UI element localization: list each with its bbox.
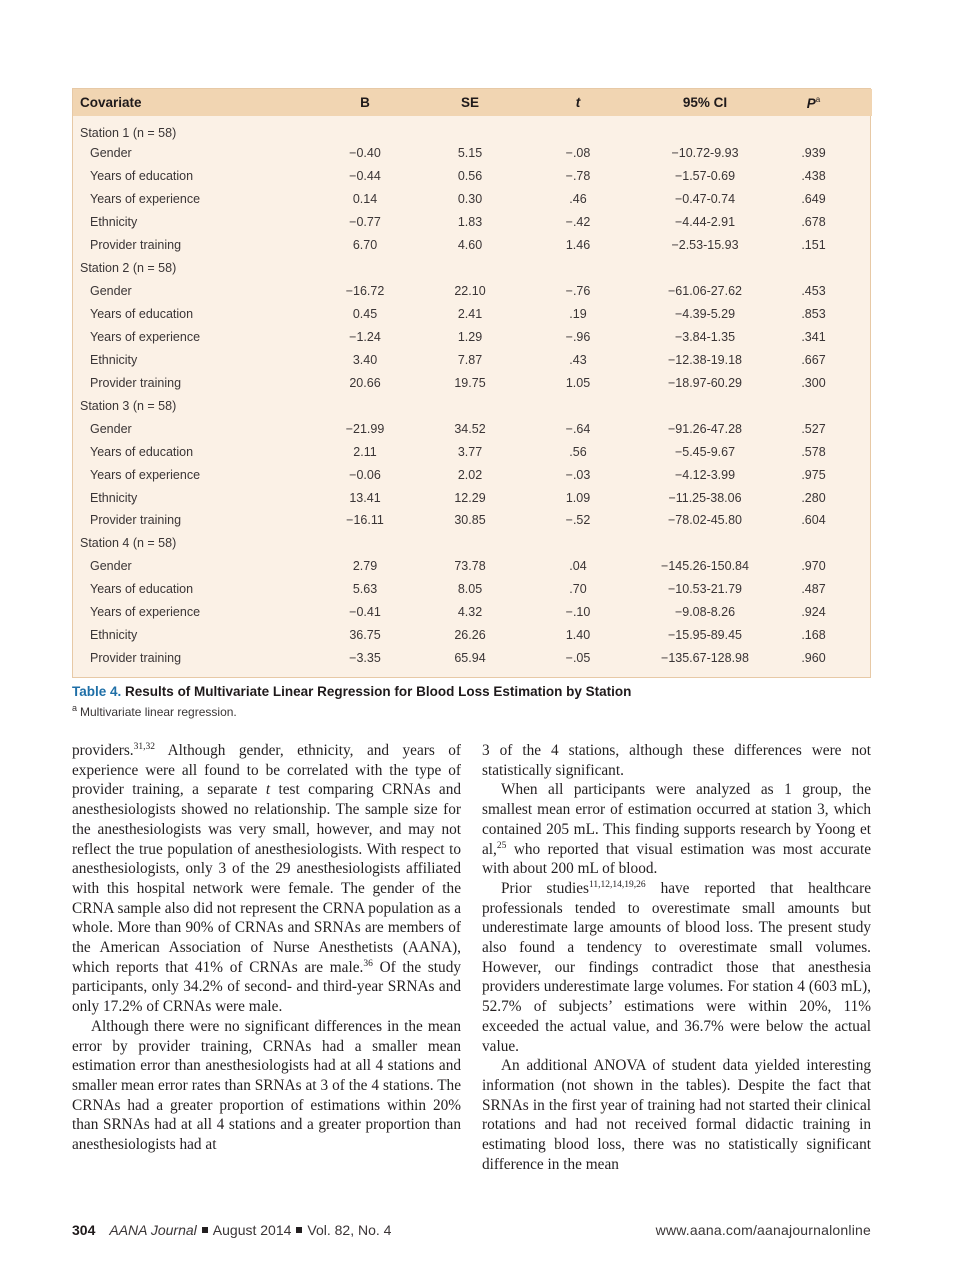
cell-p: .678 [801, 215, 826, 230]
cell-p: .487 [801, 582, 826, 597]
cell-t: 1.05 [565, 375, 591, 390]
cell-covariate: Years of experience [90, 329, 201, 344]
table-row [73, 509, 872, 532]
caption-title: Results of Multivariate Linear Regression for Blood Loss Estimation by Station [125, 684, 632, 699]
cell-p: .667 [801, 352, 826, 367]
cell-ci: −12.38-19.18 [667, 352, 743, 367]
text-run: Prior studies [501, 879, 590, 897]
page-number: 304 [72, 1222, 96, 1238]
cell-ci: −91.26-47.28 [667, 421, 743, 436]
cell-p: .151 [801, 238, 826, 253]
cell-ci: −4.44-2.91 [674, 215, 736, 230]
cell-b: −21.99 [345, 421, 385, 436]
cell-ci: −15.95-89.45 [667, 628, 743, 643]
cell-ci: −5.45-9.67 [674, 444, 736, 459]
cell-t: −.64 [565, 421, 591, 436]
cell-se: 30.85 [454, 513, 486, 528]
cell-ci: −3.84-1.35 [674, 329, 736, 344]
cell-ci: −18.97-60.29 [667, 375, 743, 390]
cell-ci: −4.12-3.99 [674, 467, 736, 482]
cell-t: 1.40 [565, 628, 591, 643]
cell-ci: −4.39-5.29 [674, 307, 736, 322]
cell-p: .853 [801, 307, 826, 322]
cell-t: −.96 [565, 329, 591, 344]
header-b: B [360, 95, 370, 110]
cell-covariate: Years of education [90, 444, 194, 459]
cell-b: 0.45 [352, 307, 378, 322]
table-row [73, 578, 872, 601]
header-ci: 95% CI [682, 95, 728, 110]
cell-ci: −10.53-21.79 [667, 582, 743, 597]
cell-covariate: Years of education [90, 169, 194, 184]
cell-t: −.42 [565, 215, 591, 230]
header-t [501, 89, 655, 116]
cell-covariate: Gender [90, 559, 132, 574]
cell-ci: −61.06-27.62 [667, 284, 743, 299]
station-header-row [73, 394, 872, 417]
text-run: have reported that healthcare professionals tended to overestimate small amounts but underestimate large amounts of blood loss. The present study also found a tendency to overestimate small volumes. However, our findings contradict those that anesthesia providers underestimate large volumes. For station 4 (603 mL), 52.7% of subjects’ estimations were within 20%, 11% exceeded the actual value, and 36.7% were below the actual value. [482, 879, 871, 1055]
station-header-row [73, 116, 872, 142]
cell-covariate: Years of education [90, 307, 194, 322]
journal-name: AANA Journal [109, 1222, 197, 1238]
cell-se: 12.29 [454, 490, 486, 505]
table-row [73, 555, 872, 578]
cell-se: 1.83 [457, 215, 483, 230]
cell-ci: −10.72-9.93 [671, 146, 739, 161]
cell-covariate: Gender [90, 284, 132, 299]
cell-b: −0.41 [349, 605, 381, 620]
table-row [73, 234, 872, 257]
right-paragraph-4: An additional ANOVA of student data yielded interesting information (not shown in the tables). Despite the fact that SRNAs in the first year of training had not started their clinical rotations and had not received formal didactic training in estimating blood loss, there was no statistically significant difference in the mean [482, 1057, 871, 1173]
cell-se: 0.56 [457, 169, 483, 184]
station-label: Station 4 (n = 58) [80, 536, 177, 551]
text-run: test comparing CRNAs and anesthesiologists showed no relationship. The sample size for the anesthesiologists was very small, however, and may not reflect the true population of anesthesiologists. With respect to anesthesiologists, only 3 of the 29 anesthesiologists affiliated with this hospital network were female. The gender of the CRNA sample also did not represent the CRNA population as a whole. More than 90% of CRNAs and SRNAs are members of the American Association of Nurse Anesthetists (AANA), which reports that 41% of CRNAs are male. [72, 781, 461, 976]
station-label: Station 1 (n = 58) [80, 126, 177, 140]
cell-t: .46 [569, 192, 587, 207]
table-row [73, 417, 872, 440]
cell-p: .970 [801, 559, 826, 574]
cell-se: 0.30 [457, 192, 483, 207]
cell-p: .168 [801, 628, 826, 643]
cell-covariate: Ethnicity [90, 352, 138, 367]
cell-t: 1.09 [565, 490, 591, 505]
cell-se: 7.87 [457, 352, 483, 367]
station-label: Station 2 (n = 58) [80, 261, 177, 276]
cell-t: −.08 [565, 146, 591, 161]
table-body [73, 116, 872, 670]
cell-b: 20.66 [349, 375, 381, 390]
table-header-row [73, 89, 872, 116]
cell-b: 5.63 [352, 582, 378, 597]
cell-covariate: Provider training [90, 513, 182, 528]
table-caption [72, 684, 631, 699]
cell-covariate: Provider training [90, 238, 182, 253]
cell-t: 1.46 [565, 238, 591, 253]
cell-ci: −78.02-45.80 [667, 513, 743, 528]
issue-date: August 2014 [212, 1222, 292, 1238]
cell-p: .438 [801, 169, 826, 184]
cell-covariate: Ethnicity [90, 215, 138, 230]
station-header-row [73, 532, 872, 555]
right-paragraph-2 [482, 780, 871, 879]
cell-b: −1.24 [349, 329, 381, 344]
journal-website-link[interactable]: www.aana.com/aanajournalonline [655, 1222, 871, 1238]
header-p-sup: a [815, 94, 821, 104]
cell-se: 22.10 [454, 284, 486, 299]
regression-table-panel [72, 88, 871, 678]
cell-b: 3.40 [352, 352, 378, 367]
volume-info: Vol. 82, No. 4 [307, 1222, 392, 1238]
header-p [755, 89, 872, 116]
cell-se: 26.26 [454, 628, 486, 643]
table-row [73, 303, 872, 326]
cell-ci: −11.25-38.06 [668, 490, 742, 505]
cell-t: −.76 [565, 284, 591, 299]
cell-p: .924 [801, 605, 826, 620]
cell-p: .341 [801, 329, 826, 344]
right-paragraph-1: 3 of the 4 stations, although these differences were not statistically significant. [482, 742, 871, 779]
cell-b: 13.41 [349, 490, 381, 505]
cell-t: .43 [569, 352, 587, 367]
footnote-text: Multivariate linear regression. [80, 705, 237, 719]
footnote-mark: a [72, 703, 78, 713]
citation: 25 [496, 840, 507, 851]
table-row [73, 440, 872, 463]
cell-b: 2.79 [352, 559, 378, 574]
cell-se: 1.29 [457, 329, 483, 344]
cell-se: 34.52 [454, 421, 486, 436]
cell-se: 65.94 [454, 651, 486, 666]
cell-t: .70 [569, 582, 587, 597]
cell-t: .19 [569, 307, 587, 322]
table-row [73, 142, 872, 165]
cell-se: 4.32 [457, 605, 483, 620]
header-p-label: P [806, 95, 816, 111]
cell-se: 5.15 [457, 146, 483, 161]
table-row [73, 280, 872, 303]
table-row [73, 211, 872, 234]
cell-b: −0.06 [349, 467, 381, 482]
header-se: SE [460, 95, 479, 110]
cell-p: .578 [801, 444, 826, 459]
cell-covariate: Years of education [90, 582, 194, 597]
text-run: who reported that visual estimation was most accurate with about 200 mL of blood. [482, 840, 871, 878]
table-footnote [72, 703, 237, 719]
cell-b: −0.44 [349, 169, 381, 184]
cell-b: −0.40 [349, 146, 381, 161]
cell-se: 2.02 [457, 467, 483, 482]
cell-se: 2.41 [457, 307, 483, 322]
italic-t: t [265, 781, 271, 799]
left-column [72, 741, 461, 1155]
cell-covariate: Years of experience [90, 605, 201, 620]
cell-ci: −135.67-128.98 [661, 651, 749, 666]
cell-covariate: Gender [90, 146, 132, 161]
table-row [73, 624, 872, 647]
table-row [73, 486, 872, 509]
cell-b: −0.77 [349, 215, 381, 230]
cell-t: −.03 [565, 467, 591, 482]
cell-t: .56 [569, 444, 587, 459]
table-row [73, 188, 872, 211]
cell-t: −.10 [565, 605, 591, 620]
cell-se: 73.78 [454, 559, 486, 574]
cell-b: 0.14 [352, 192, 378, 207]
cell-t: −.78 [565, 169, 591, 184]
table-row [73, 647, 872, 670]
cell-p: .527 [801, 421, 826, 436]
separator-square-icon [202, 1227, 208, 1233]
table-row [73, 463, 872, 486]
cell-t: −.52 [565, 513, 591, 528]
citation: 31,32 [133, 742, 155, 752]
text-run: providers. [72, 742, 134, 759]
cell-b: −3.35 [349, 651, 381, 666]
cell-se: 19.75 [454, 375, 486, 390]
cell-ci: −2.53-15.93 [671, 238, 739, 253]
cell-p: .960 [801, 651, 826, 666]
cell-p: .649 [801, 192, 826, 207]
cell-ci: −0.47-0.74 [674, 192, 736, 207]
citation: 36 [363, 958, 373, 969]
cell-b: 2.11 [353, 444, 377, 459]
cell-ci: −9.08-8.26 [674, 605, 736, 620]
station-header-row [73, 257, 872, 280]
cell-ci: −145.26-150.84 [661, 559, 749, 574]
table-row [73, 601, 872, 624]
header-t-label: t [575, 95, 581, 110]
cell-covariate: Years of experience [90, 192, 201, 207]
left-paragraph-1 [72, 741, 461, 1017]
cell-se: 4.60 [457, 238, 483, 253]
cell-p: .975 [801, 467, 826, 482]
cell-se: 8.05 [457, 582, 483, 597]
header-covariate: Covariate [80, 95, 142, 110]
page-footer [72, 1222, 871, 1242]
cell-p: .300 [801, 375, 826, 390]
cell-t: −.05 [565, 651, 591, 666]
separator-square-icon [296, 1227, 302, 1233]
cell-ci: −1.57-0.69 [674, 169, 736, 184]
table-row [73, 165, 872, 188]
cell-p: .604 [801, 513, 826, 528]
cell-covariate: Ethnicity [90, 628, 138, 643]
cell-p: .280 [801, 490, 826, 505]
cell-p: .453 [801, 284, 826, 299]
cell-b: −16.11 [346, 513, 384, 528]
text-run: When all participants were analyzed as 1 group, the smallest mean error of estimation occurred at station 3, which contained 205 mL. This finding supports research by Yoong et al, [482, 781, 871, 858]
cell-b: 36.75 [349, 628, 381, 643]
right-paragraph-3 [482, 879, 871, 1056]
left-paragraph-2: Although there were no significant differences in the mean error by provider training, CRNAs had a smaller mean estimation error than anesthesiologists had at all 4 stations and smaller mean error rates than SRNAs at 3 of the 4 stations. The CRNAs had a greater proportion of estimations within 20% than SRNAs had at all 4 stations and a greater proportion than anesthesiologists had at [72, 1017, 461, 1154]
table-row [73, 326, 872, 349]
text-run: Of the study participants, only 34.2% of second- and third-year SRNAs and only 17.2% of CRNAs were male. [72, 958, 461, 1016]
table-row [73, 348, 872, 371]
cell-b: −16.72 [345, 284, 385, 299]
cell-p: .939 [801, 146, 826, 161]
station-label: Station 3 (n = 58) [80, 398, 177, 413]
right-column [482, 741, 871, 1174]
cell-covariate: Years of experience [90, 467, 201, 482]
cell-t: .04 [569, 559, 587, 574]
cell-covariate: Provider training [90, 651, 182, 666]
cell-covariate: Provider training [90, 375, 182, 390]
cell-b: 6.70 [352, 238, 378, 253]
citation: 11,12,14,19,26 [589, 879, 646, 890]
cell-covariate: Gender [90, 421, 132, 436]
table-row [73, 371, 872, 394]
cell-se: 3.77 [457, 444, 483, 459]
regression-table [73, 89, 872, 670]
caption-label: Table 4. [72, 684, 122, 699]
cell-covariate: Ethnicity [90, 490, 138, 505]
text-run: Although gender, ethnicity, and years of experience were all found to be correlated with the type of provider training, a separate [72, 742, 461, 799]
